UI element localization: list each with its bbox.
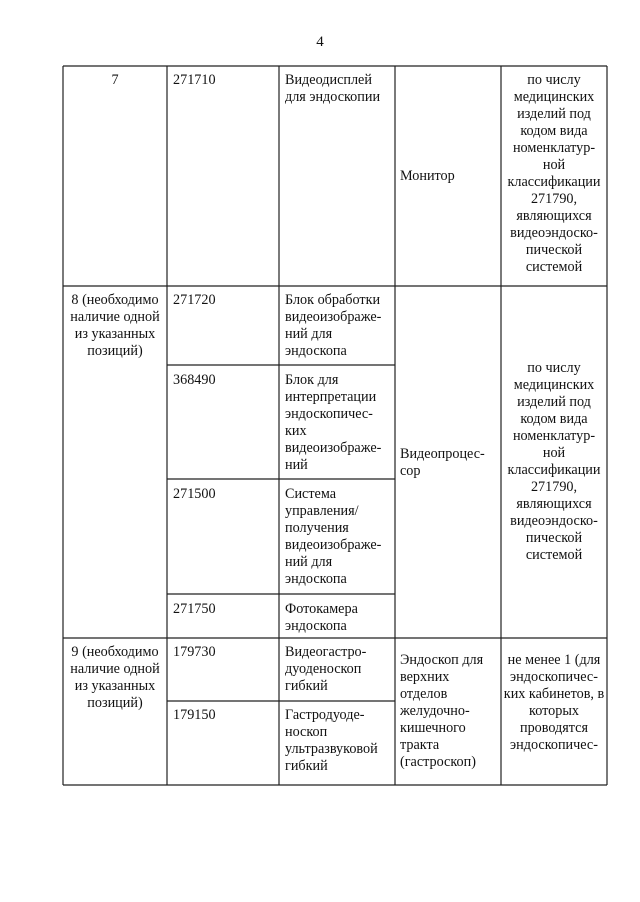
row8-item1-code: 271720 xyxy=(173,292,216,308)
row9-number: 9 (необходимо наличие одной из указанных позиций) xyxy=(70,644,160,711)
row8-item4-name: Фотокамера эндоскопа xyxy=(285,601,358,634)
row8-item3-code: 271500 xyxy=(173,486,216,502)
row8-item4-code: 271750 xyxy=(173,601,216,617)
row7-device-type: Монитор xyxy=(400,168,455,184)
page-number: 4 xyxy=(316,34,324,50)
row9-quantity: не менее 1 (для эндоскопичес-ких кабинетов, в которых проводятся эндоскопичес- xyxy=(503,652,605,753)
row8-device-type: Видеопроцес-сор xyxy=(400,446,485,479)
row8-number: 8 (необходимо наличие одной из указанных позиций) xyxy=(70,292,160,359)
row7-code: 271710 xyxy=(173,72,216,88)
row8-item2-code: 368490 xyxy=(173,372,216,388)
row7-number: 7 xyxy=(111,72,119,88)
row9-item2-name: Гастродуоде-носкоп ультразвуковой гибкий xyxy=(285,707,378,774)
row9-item1-code: 179730 xyxy=(173,644,216,660)
row8-item1-name: Блок обработки видеоизображе-ний для эндоскопа xyxy=(285,292,382,359)
row9-item1-name: Видеогастро-дуоденоскоп гибкий xyxy=(285,644,367,694)
row8-item3-name: Система управления/ получения видеоизображе-ний для эндоскопа xyxy=(285,486,382,587)
row7-quantity: по числу медицинских изделий под кодом вида номенклатур-ной классификации 271790, являющихся видеоэндоско-пической системой xyxy=(507,72,601,275)
row8-item2-name: Блок для интерпретации эндоскопичес-ких видеоизображе-ний xyxy=(285,372,382,473)
row7-device-name: Видеодисплей для эндоскопии xyxy=(285,72,381,105)
row8-quantity: по числу медицинских изделий под кодом вида номенклатур-ной классификации 271790, являющихся видеоэндоско-пической системой xyxy=(507,360,601,563)
row9-item2-code: 179150 xyxy=(173,707,216,723)
row9-device-type: Эндоскоп для верхних отделов желудочно-кишечного тракта (гастроскоп) xyxy=(400,652,484,770)
